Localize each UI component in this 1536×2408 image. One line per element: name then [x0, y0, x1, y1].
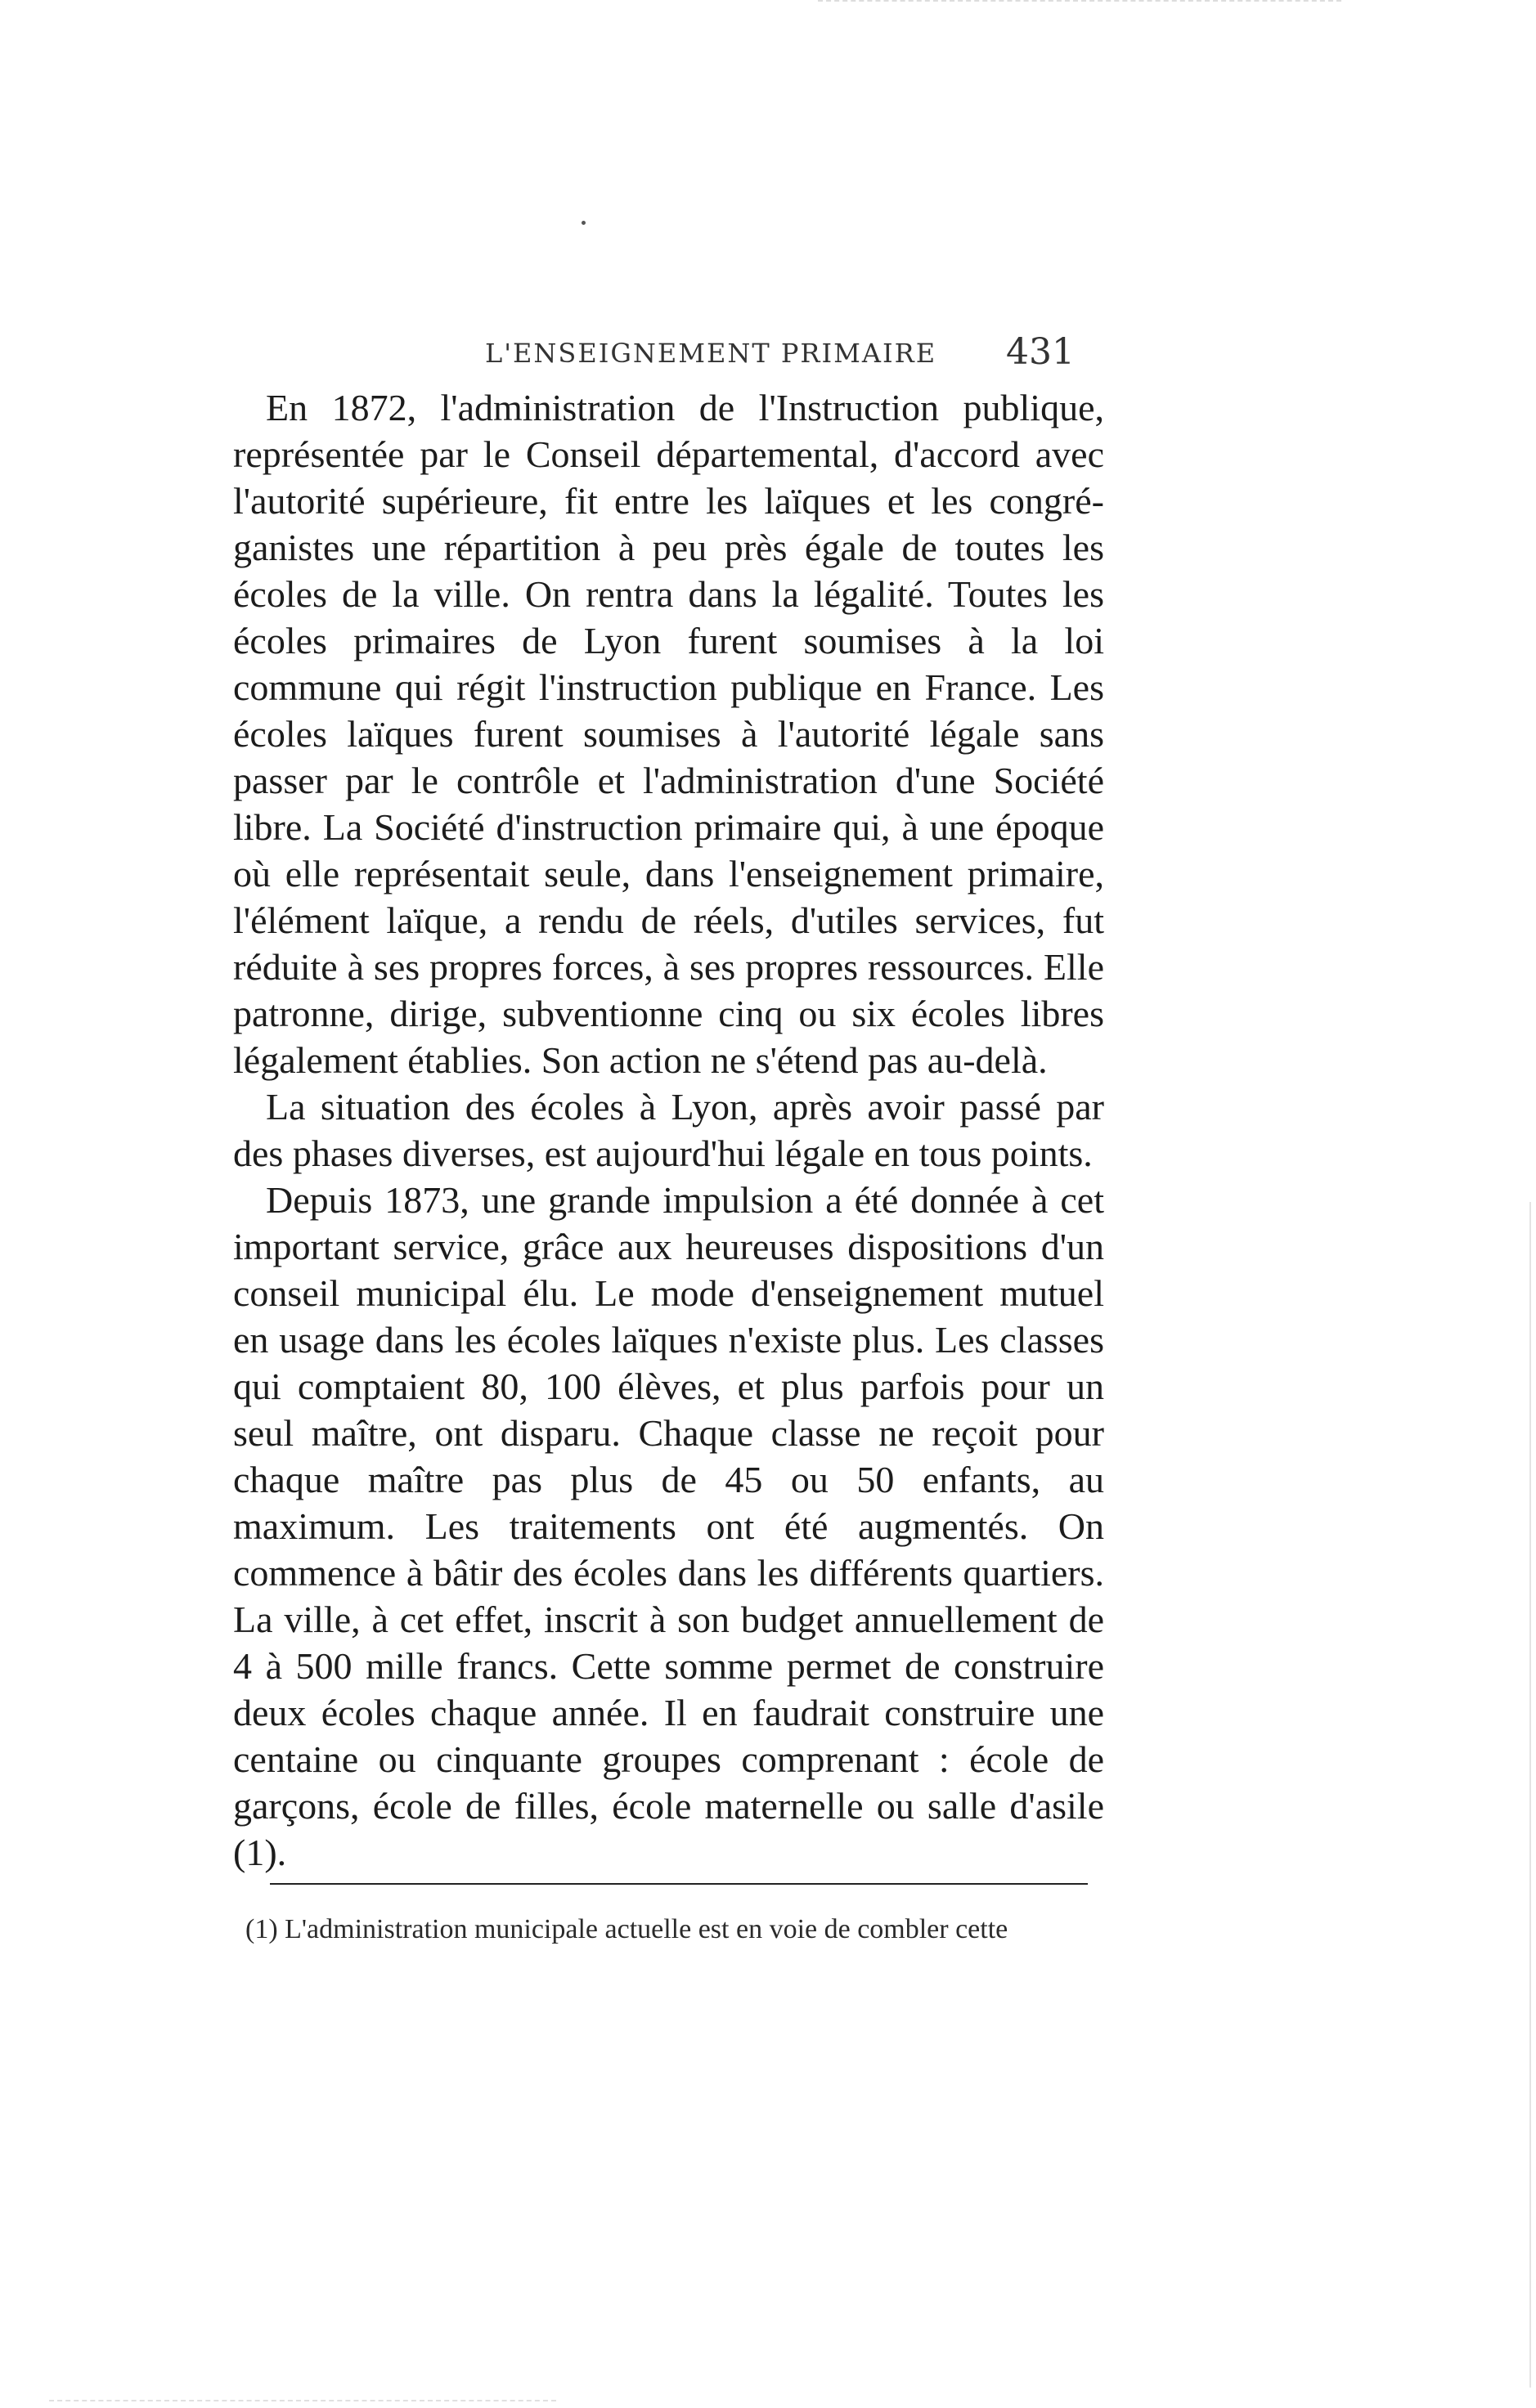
ink-speck — [582, 221, 586, 225]
footnote: (1) L'administration municipale actuelle est en voie de combler cette — [245, 1914, 1008, 1944]
scan-edge-top — [818, 0, 1341, 2]
page-number: 431 — [1006, 331, 1075, 373]
running-head: L'ENSEIGNEMENT PRIMAIRE — [485, 338, 937, 369]
footnote-rule — [270, 1883, 1088, 1885]
paragraph-3: Depuis 1873, une grande impulsion a été donnée à cet important service, grâce aux heureuses dispositions d'un conseil municipal élu. Le mode d'enseignement mutuel en usage dans les écoles laïques n'existe plus. Les classes qui comptaient 80, 100 élèves, et plus parfois pour un seul maître, ont disparu. Chaque classe ne reçoit pour chaque maître pas plus de 45 ou 50 enfants, au maximum. Les traitements ont été augmentés. On commence à bâtir des écoles dans les différents quartiers. La ville, à cet effet, inscrit à son budget annuellement de 4 à 500 mille francs. Cette somme permet de construire deux écoles chaque année. Il en faudrait construire une centaine ou cinquante groupes comprenant : école de garçons, école de filles, école maternelle ou salle d'asile (1). — [233, 1179, 1104, 1873]
scan-edge-right — [1529, 1202, 1531, 2388]
paragraph-1: En 1872, l'administration de l'Instruction publique, représentée par le Conseil départemental, d'accord avec l'autorité supérieure, fit entre les laïques et les congréganistes une répartition à peu près égale de toutes les écoles de la ville. On rentra dans la légalité. Toutes les écoles primaires de Lyon furent soumises à la loi commune qui régit l'instruction publique en France. Les écoles laïques furent soumises à l'autorité légale sans passer par le contrôle et l'administration d'une Société libre. La Société d'instruction primaire qui, à une époque où elle représentait seule, dans l'enseignement primaire, l'élément laïque, a rendu de réels, d'utiles services, fut réduite à ses propres forces, à ses propres ressources. Elle patronne, dirige, subventionne cinq ou six écoles libres légalement établies. Son action ne s'étend pas au-delà. — [233, 387, 1104, 1081]
paragraph-2: La situation des écoles à Lyon, après avoir passé par des phases diverses, est aujourd'hui légale en tous points. — [233, 1086, 1104, 1174]
body-text — [233, 384, 1104, 1876]
scan-edge-bottom — [49, 2400, 556, 2401]
